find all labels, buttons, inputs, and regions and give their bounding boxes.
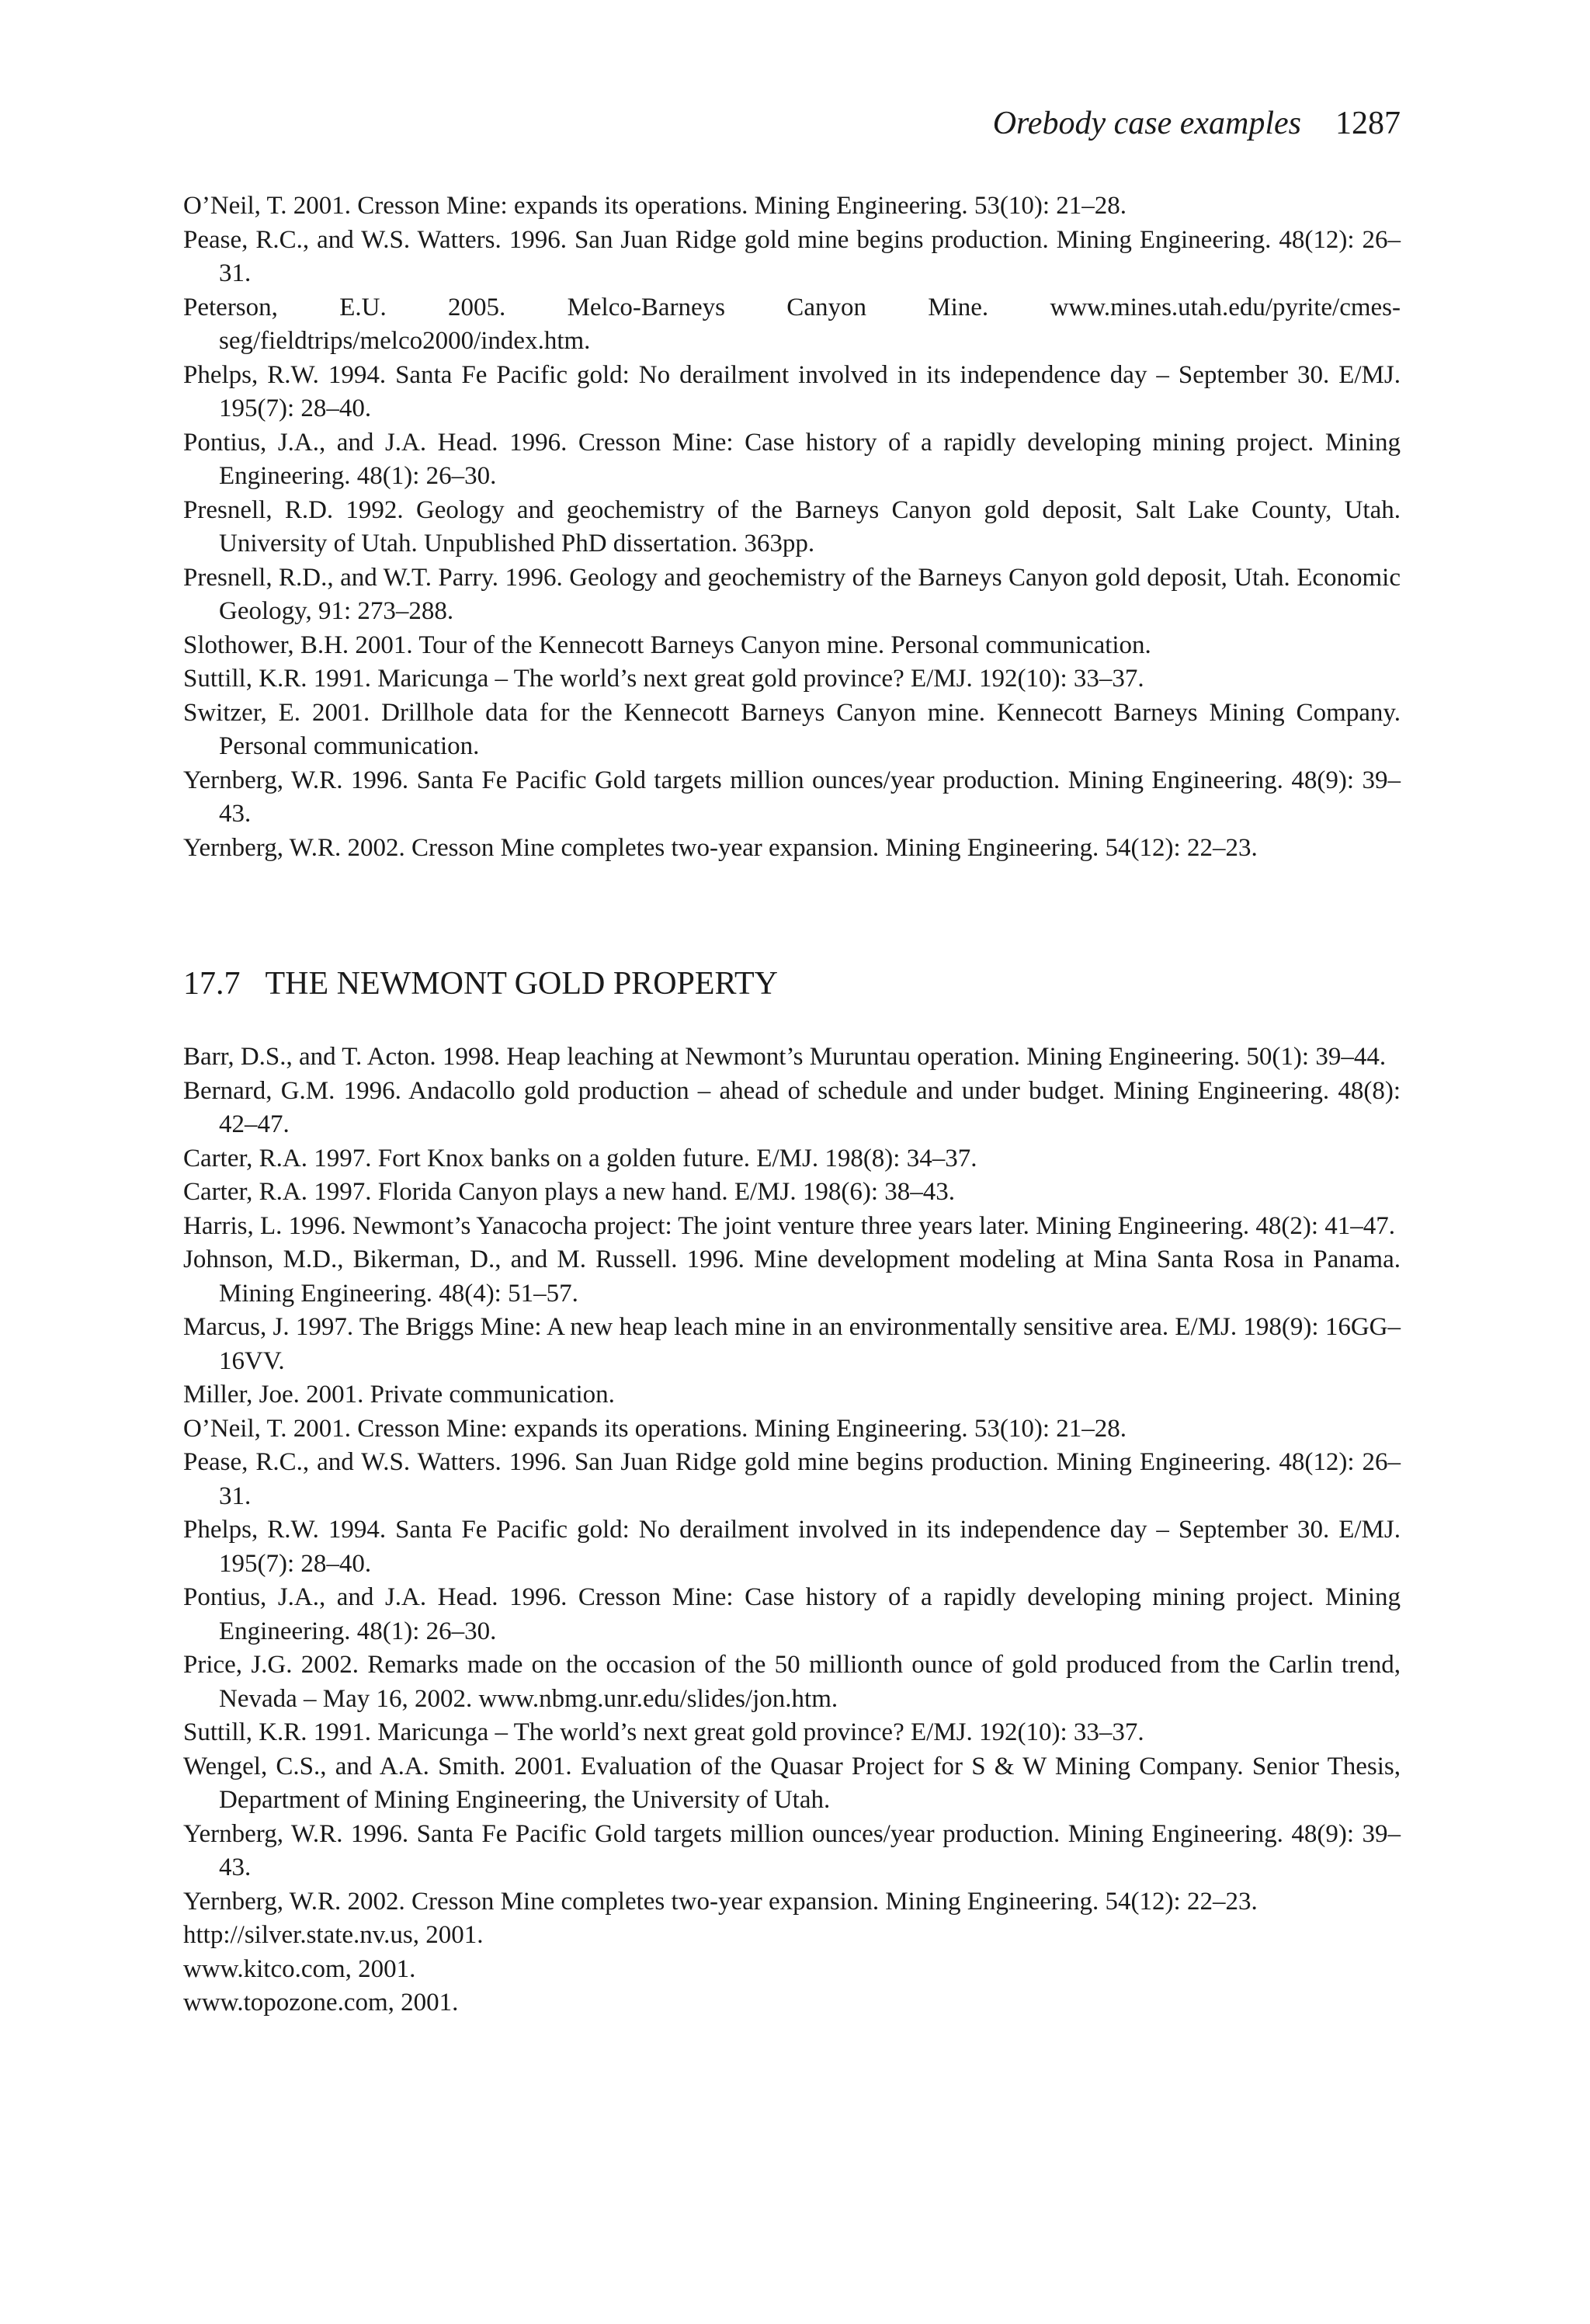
- reference-entry: Yernberg, W.R. 1996. Santa Fe Pacific Gold targets million ounces/year production. Mining Engineering. 48(9): 39–43.: [183, 1819, 1401, 1881]
- running-header-title: Orebody case examples: [992, 106, 1301, 141]
- reference-entry: Johnson, M.D., Bikerman, D., and M. Russell. 1996. Mine development modeling at Mina Santa Rosa in Panama. Mining Engineering. 48(4): 51–57.: [183, 1245, 1401, 1308]
- reference-entry: Yernberg, W.R. 1996. Santa Fe Pacific Gold targets million ounces/year production. Mining Engineering. 48(9): 39–43.: [183, 766, 1401, 828]
- reference-entry: Harris, L. 1996. Newmont’s Yanacocha project: The joint venture three years later. Mining Engineering. 48(2): 41–47.: [183, 1211, 1396, 1240]
- page-number: 1287: [1335, 106, 1401, 141]
- reference-entry: Marcus, J. 1997. The Briggs Mine: A new heap leach mine in an environmentally sensitive area. E/MJ. 198(9): 16GG–16VV.: [183, 1313, 1401, 1375]
- section-title: THE NEWMONT GOLD PROPERTY: [265, 966, 779, 1002]
- reference-entry: Slothower, B.H. 2001. Tour of the Kennecott Barneys Canyon mine. Personal communication.: [183, 631, 1151, 659]
- reference-entry: Presnell, R.D. 1992. Geology and geochemistry of the Barneys Canyon gold deposit, Salt Lake County, Utah. University of Utah. Unpublished PhD dissertation. 363pp.: [183, 495, 1401, 558]
- reference-entry: Pease, R.C., and W.S. Watters. 1996. San Juan Ridge gold mine begins production. Mining Engineering. 48(12): 26–31.: [183, 225, 1401, 287]
- reference-entry: Carter, R.A. 1997. Florida Canyon plays a new hand. E/MJ. 198(6): 38–43.: [183, 1178, 956, 1206]
- reference-entry: http://silver.state.nv.us, 2001.: [183, 1921, 484, 1949]
- section-heading: [183, 963, 778, 1005]
- reference-entry: Bernard, G.M. 1996. Andacollo gold production – ahead of schedule and under budget. Mining Engineering. 48(8): 42–47.: [183, 1076, 1401, 1138]
- reference-entry: Yernberg, W.R. 2002. Cresson Mine completes two-year expansion. Mining Engineering. 54(12): 22–23.: [183, 1887, 1258, 1916]
- reference-entry: O’Neil, T. 2001. Cresson Mine: expands its operations. Mining Engineering. 53(10): 21–28.: [183, 1414, 1127, 1443]
- reference-entry: Price, J.G. 2002. Remarks made on the occasion of the 50 millionth ounce of gold produced from the Carlin trend, Nevada – May 16, 2002. www.nbmg.unr.edu/slides/jon.htm.: [183, 1651, 1401, 1713]
- reference-entry: Suttill, K.R. 1991. Maricunga – The world’s next great gold province? E/MJ. 192(10): 33–37.: [183, 1718, 1144, 1746]
- reference-entry: Barr, D.S., and T. Acton. 1998. Heap leaching at Newmont’s Muruntau operation. Mining Engineering. 50(1): 39–44.: [183, 1043, 1387, 1071]
- reference-list-top: [183, 189, 1401, 865]
- reference-entry: Switzer, E. 2001. Drillhole data for the Kennecott Barneys Canyon mine. Kennecott Barneys Mining Company. Personal communication.: [183, 698, 1401, 760]
- reference-entry: www.topozone.com, 2001.: [183, 1989, 459, 2017]
- reference-entry: Pontius, J.A., and J.A. Head. 1996. Cresson Mine: Case history of a rapidly developing mining project. Mining Engineering. 48(1): 26–30.: [183, 1583, 1401, 1645]
- reference-entry: Carter, R.A. 1997. Fort Knox banks on a golden future. E/MJ. 198(8): 34–37.: [183, 1144, 977, 1172]
- reference-entry: www.kitco.com, 2001.: [183, 1954, 416, 1983]
- reference-entry: Peterson, E.U. 2005. Melco-Barneys Canyon Mine. www.mines.utah.edu/pyrite/cmes-seg/fieldtrips/melco2000/index.htm.: [183, 293, 1401, 355]
- reference-entry: Wengel, C.S., and A.A. Smith. 2001. Evaluation of the Quasar Project for S & W Mining Company. Senior Thesis, Department of Mining Engineering, the University of Utah.: [183, 1752, 1401, 1814]
- section-number: 17.7: [183, 966, 241, 1002]
- reference-entry: Yernberg, W.R. 2002. Cresson Mine completes two-year expansion. Mining Engineering. 54(12): 22–23.: [183, 833, 1258, 862]
- reference-entry: Pontius, J.A., and J.A. Head. 1996. Cresson Mine: Case history of a rapidly developing mining project. Mining Engineering. 48(1): 26–30.: [183, 428, 1401, 490]
- reference-entry: Presnell, R.D., and W.T. Parry. 1996. Geology and geochemistry of the Barneys Canyon gold deposit, Utah. Economic Geology, 91: 273–288.: [183, 563, 1401, 625]
- reference-list-bottom: [183, 1040, 1401, 2020]
- reference-entry: Phelps, R.W. 1994. Santa Fe Pacific gold: No derailment involved in its independence day – September 30. E/MJ. 195(7): 28–40.: [183, 360, 1401, 422]
- running-header: [993, 104, 1401, 143]
- reference-entry: Pease, R.C., and W.S. Watters. 1996. San Juan Ridge gold mine begins production. Mining Engineering. 48(12): 26–31.: [183, 1448, 1401, 1510]
- reference-entry: Suttill, K.R. 1991. Maricunga – The world’s next great gold province? E/MJ. 192(10): 33–37.: [183, 665, 1144, 693]
- reference-entry: Miller, Joe. 2001. Private communication.: [183, 1381, 615, 1409]
- reference-entry: Phelps, R.W. 1994. Santa Fe Pacific gold: No derailment involved in its independence day – September 30. E/MJ. 195(7): 28–40.: [183, 1516, 1401, 1578]
- reference-entry: O’Neil, T. 2001. Cresson Mine: expands its operations. Mining Engineering. 53(10): 21–28.: [183, 192, 1127, 220]
